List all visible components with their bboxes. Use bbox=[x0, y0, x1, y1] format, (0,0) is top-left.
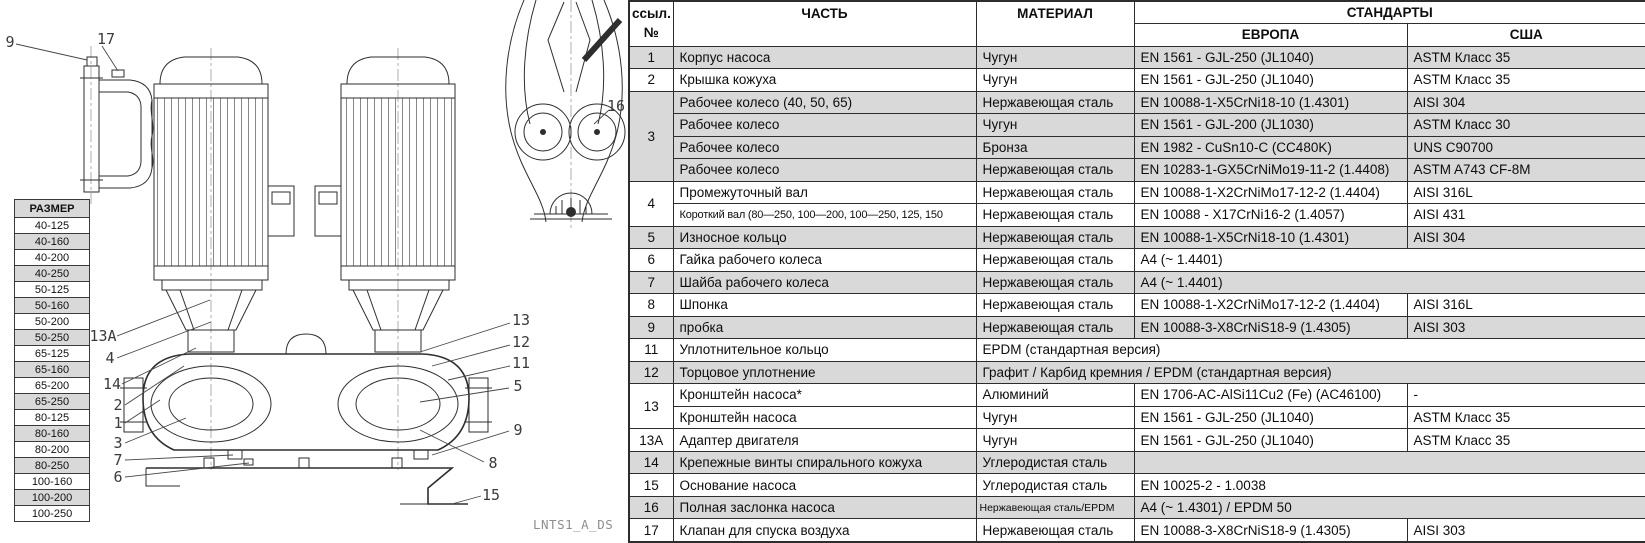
usa-standard-cell: AISI 316L bbox=[1407, 181, 1645, 204]
ref-cell: 6 bbox=[629, 249, 673, 272]
table-row bbox=[629, 271, 1645, 294]
table-row bbox=[629, 226, 1645, 249]
ref-cell: 15 bbox=[629, 474, 673, 497]
size-row bbox=[15, 458, 90, 474]
callout-11: 11 bbox=[511, 354, 531, 372]
size-value: 80-200 bbox=[15, 442, 90, 458]
europe-standard-cell: EN 10088-3-X8CrNiS18-9 (1.4305) bbox=[1134, 519, 1407, 542]
ref-cell: 11 bbox=[629, 339, 673, 362]
cutaway-view-drawing bbox=[506, 0, 625, 230]
header-europe: ЕВРОПА bbox=[1134, 23, 1407, 46]
material-cell: Чугун bbox=[976, 114, 1134, 137]
table-row bbox=[629, 451, 1645, 474]
part-cell: Основание насоса bbox=[673, 474, 976, 497]
size-row bbox=[15, 506, 90, 522]
callout-9b: 9 bbox=[513, 421, 523, 439]
part-cell: Износное кольцо bbox=[673, 226, 976, 249]
europe-standard-cell: A4 (~ 1.4401) bbox=[1134, 249, 1645, 272]
part-cell: Рабочее колесо bbox=[673, 159, 976, 182]
table-row bbox=[629, 136, 1645, 159]
callout-15: 15 bbox=[481, 486, 501, 504]
usa-standard-cell: ASTM Класс 35 bbox=[1407, 46, 1645, 69]
usa-standard-cell: ASTM Класс 35 bbox=[1407, 406, 1645, 429]
usa-standard-cell: - bbox=[1407, 384, 1645, 407]
material-cell: Нержавеющая сталь bbox=[976, 249, 1134, 272]
material-cell: EPDM (стандартная версия) bbox=[976, 339, 1645, 362]
callout-17: 17 bbox=[96, 30, 116, 48]
europe-standard-cell: A4 (~ 1.4401) bbox=[1134, 271, 1645, 294]
material-cell: Чугун bbox=[976, 406, 1134, 429]
size-value: 80-250 bbox=[15, 458, 90, 474]
size-row bbox=[15, 250, 90, 266]
part-cell: Клапан для спуска воздуха bbox=[673, 519, 976, 542]
callout-14: 14 bbox=[102, 375, 122, 393]
callout-3: 3 bbox=[113, 434, 123, 452]
part-cell: Промежуточный вал bbox=[673, 181, 976, 204]
part-cell: Шайба рабочего колеса bbox=[673, 271, 976, 294]
material-cell: Графит / Карбид кремния / EPDM (стандартная версия) bbox=[976, 361, 1645, 384]
size-row bbox=[15, 346, 90, 362]
material-cell: Нержавеющая сталь/EPDM bbox=[976, 496, 1134, 519]
material-cell: Чугун bbox=[976, 46, 1134, 69]
size-value: 40-200 bbox=[15, 250, 90, 266]
table-row bbox=[629, 181, 1645, 204]
size-value: 50-160 bbox=[15, 298, 90, 314]
main-section-drawing bbox=[120, 48, 492, 504]
table-row bbox=[629, 361, 1645, 384]
size-value: 65-160 bbox=[15, 362, 90, 378]
material-cell: Нержавеющая сталь bbox=[976, 519, 1134, 542]
size-row bbox=[15, 410, 90, 426]
part-cell: Адаптер двигателя bbox=[673, 429, 976, 452]
size-row bbox=[15, 426, 90, 442]
size-value: 80-160 bbox=[15, 426, 90, 442]
callout-8: 8 bbox=[488, 454, 498, 472]
callout-13: 13 bbox=[511, 311, 531, 329]
material-cell: Алюминий bbox=[976, 384, 1134, 407]
callout-5: 5 bbox=[513, 377, 523, 395]
size-value: 100-200 bbox=[15, 490, 90, 506]
material-cell: Нержавеющая сталь bbox=[976, 159, 1134, 182]
table-row bbox=[629, 406, 1645, 429]
parts-table bbox=[628, 0, 1645, 543]
part-cell: Крышка кожуха bbox=[673, 69, 976, 92]
europe-standard-cell: EN 10025-2 - 1.0038 bbox=[1134, 474, 1645, 497]
part-cell: Рабочее колесо bbox=[673, 114, 976, 137]
size-row bbox=[15, 474, 90, 490]
callout-2: 2 bbox=[113, 396, 123, 414]
europe-standard-cell: EN 10283-1-GX5CrNiMo19-11-2 (1.4408) bbox=[1134, 159, 1407, 182]
header-standards: СТАНДАРТЫ bbox=[1134, 1, 1645, 23]
ref-cell: 5 bbox=[629, 226, 673, 249]
header-ref bbox=[629, 1, 673, 46]
drawing-code: LNTS1_A_DS bbox=[533, 517, 614, 532]
usa-standard-cell: AISI 304 bbox=[1407, 91, 1645, 114]
europe-standard-cell: EN 1561 - GJL-250 (JL1040) bbox=[1134, 46, 1407, 69]
header-usa: США bbox=[1407, 23, 1645, 46]
size-row bbox=[15, 234, 90, 250]
size-value: 65-250 bbox=[15, 394, 90, 410]
ref-cell: 14 bbox=[629, 451, 673, 474]
size-value: 40-250 bbox=[15, 266, 90, 282]
callout-9: 9 bbox=[5, 33, 15, 51]
header-part: ЧАСТЬ bbox=[673, 1, 976, 46]
header-ref-line2: № bbox=[643, 25, 659, 40]
material-cell: Чугун bbox=[976, 69, 1134, 92]
part-cell: Гайка рабочего колеса bbox=[673, 249, 976, 272]
size-row bbox=[15, 362, 90, 378]
usa-standard-cell: UNS C90700 bbox=[1407, 136, 1645, 159]
size-table bbox=[14, 199, 90, 522]
material-cell: Нержавеющая сталь bbox=[976, 294, 1134, 317]
ref-cell: 12 bbox=[629, 361, 673, 384]
size-value: 100-250 bbox=[15, 506, 90, 522]
table-row bbox=[629, 519, 1645, 542]
ref-cell: 13A bbox=[629, 429, 673, 452]
part-cell: Рабочее колесо (40, 50, 65) bbox=[673, 91, 976, 114]
size-value: 40-160 bbox=[15, 234, 90, 250]
table-row bbox=[629, 159, 1645, 182]
table-row bbox=[629, 249, 1645, 272]
usa-standard-cell: AISI 303 bbox=[1407, 316, 1645, 339]
callout-16: 16 bbox=[606, 97, 626, 115]
europe-standard-cell: EN 1561 - GJL-250 (JL1040) bbox=[1134, 429, 1407, 452]
part-cell: пробка bbox=[673, 316, 976, 339]
table-row bbox=[629, 294, 1645, 317]
usa-standard-cell: ASTM Класс 35 bbox=[1407, 69, 1645, 92]
europe-standard-cell: EN 1982 - CuSn10-C (CC480K) bbox=[1134, 136, 1407, 159]
material-cell: Нержавеющая сталь bbox=[976, 91, 1134, 114]
callout-12: 12 bbox=[511, 333, 531, 351]
callout-4: 4 bbox=[105, 349, 115, 367]
material-cell: Нержавеющая сталь bbox=[976, 271, 1134, 294]
ref-cell: 9 bbox=[629, 316, 673, 339]
side-view-drawing bbox=[80, 46, 153, 204]
material-cell: Чугун bbox=[976, 429, 1134, 452]
size-row bbox=[15, 394, 90, 410]
part-cell: Торцовое уплотнение bbox=[673, 361, 976, 384]
part-cell: Корпус насоса bbox=[673, 46, 976, 69]
usa-standard-cell: AISI 316L bbox=[1407, 294, 1645, 317]
ref-cell: 1 bbox=[629, 46, 673, 69]
material-cell: Нержавеющая сталь bbox=[976, 181, 1134, 204]
material-cell: Нержавеющая сталь bbox=[976, 316, 1134, 339]
header-material: МАТЕРИАЛ bbox=[976, 1, 1134, 46]
usa-standard-cell: AISI 304 bbox=[1407, 226, 1645, 249]
callout-6: 6 bbox=[113, 468, 123, 486]
europe-standard-cell: EN 10088-3-X8CrNiS18-9 (1.4305) bbox=[1134, 316, 1407, 339]
europe-standard-cell: EN 10088 - X17CrNi16-2 (1.4057) bbox=[1134, 204, 1407, 227]
size-row bbox=[15, 330, 90, 346]
size-row bbox=[15, 442, 90, 458]
usa-standard-cell: ASTM Класс 30 bbox=[1407, 114, 1645, 137]
size-row bbox=[15, 378, 90, 394]
table-row bbox=[629, 46, 1645, 69]
size-row bbox=[15, 218, 90, 234]
table-row bbox=[629, 316, 1645, 339]
callout-7: 7 bbox=[113, 451, 123, 469]
part-cell: Шпонка bbox=[673, 294, 976, 317]
header-ref-line1: ссыл. bbox=[632, 6, 671, 21]
table-row bbox=[629, 429, 1645, 452]
size-row bbox=[15, 314, 90, 330]
part-cell: Полная заслонка насоса bbox=[673, 496, 976, 519]
material-cell: Углеродистая сталь bbox=[976, 474, 1134, 497]
size-value: 40-125 bbox=[15, 218, 90, 234]
europe-standard-cell: EN 1561 - GJL-250 (JL1040) bbox=[1134, 69, 1407, 92]
size-row bbox=[15, 490, 90, 506]
ref-cell: 8 bbox=[629, 294, 673, 317]
ref-cell: 3 bbox=[629, 91, 673, 181]
part-cell: Уплотнительное кольцо bbox=[673, 339, 976, 362]
part-cell: Крепежные винты спирального кожуха bbox=[673, 451, 976, 474]
ref-cell: 2 bbox=[629, 69, 673, 92]
ref-cell: 13 bbox=[629, 384, 673, 429]
usa-standard-cell: ASTM A743 CF-8M bbox=[1407, 159, 1645, 182]
table-row bbox=[629, 474, 1645, 497]
size-value: 100-160 bbox=[15, 474, 90, 490]
material-cell: Углеродистая сталь bbox=[976, 451, 1134, 474]
ref-cell: 16 bbox=[629, 496, 673, 519]
ref-cell: 4 bbox=[629, 181, 673, 226]
material-cell: Нержавеющая сталь bbox=[976, 226, 1134, 249]
usa-standard-cell: AISI 303 bbox=[1407, 519, 1645, 542]
material-cell: Нержавеющая сталь bbox=[976, 204, 1134, 227]
size-value: 65-125 bbox=[15, 346, 90, 362]
europe-standard-cell: EN 1706-AC-AlSi11Cu2 (Fe) (AC46100) bbox=[1134, 384, 1407, 407]
table-row bbox=[629, 114, 1645, 137]
callout-labels bbox=[5, 30, 625, 504]
size-value: 65-200 bbox=[15, 378, 90, 394]
europe-standard-cell bbox=[1134, 451, 1645, 474]
usa-standard-cell: AISI 431 bbox=[1407, 204, 1645, 227]
size-row bbox=[15, 298, 90, 314]
part-cell: Рабочее колесо bbox=[673, 136, 976, 159]
callout-13A: 13A bbox=[89, 327, 117, 345]
table-row bbox=[629, 384, 1645, 407]
size-row bbox=[15, 282, 90, 298]
usa-standard-cell: ASTM Класс 35 bbox=[1407, 429, 1645, 452]
europe-standard-cell: EN 10088-1-X5CrNi18-10 (1.4301) bbox=[1134, 91, 1407, 114]
size-value: 80-125 bbox=[15, 410, 90, 426]
size-row bbox=[15, 266, 90, 282]
europe-standard-cell: EN 1561 - GJL-200 (JL1030) bbox=[1134, 114, 1407, 137]
size-table-header: РАЗМЕР bbox=[15, 200, 90, 218]
size-value: 50-125 bbox=[15, 282, 90, 298]
europe-standard-cell: EN 10088-1-X2CrNiMo17-12-2 (1.4404) bbox=[1134, 181, 1407, 204]
table-row bbox=[629, 496, 1645, 519]
table-row bbox=[629, 204, 1645, 227]
table-row bbox=[629, 69, 1645, 92]
europe-standard-cell: EN 1561 - GJL-250 (JL1040) bbox=[1134, 406, 1407, 429]
callout-1: 1 bbox=[113, 414, 123, 432]
material-cell: Бронза bbox=[976, 136, 1134, 159]
part-cell: Короткий вал (80—250, 100—200, 100—250, 125, 150 bbox=[673, 204, 976, 227]
europe-standard-cell: EN 10088-1-X2CrNiMo17-12-2 (1.4404) bbox=[1134, 294, 1407, 317]
ref-cell: 7 bbox=[629, 271, 673, 294]
pump-technical-drawing bbox=[0, 0, 628, 543]
table-row bbox=[629, 91, 1645, 114]
europe-standard-cell: EN 10088-1-X5CrNi18-10 (1.4301) bbox=[1134, 226, 1407, 249]
size-value: 50-200 bbox=[15, 314, 90, 330]
table-row bbox=[629, 339, 1645, 362]
size-value: 50-250 bbox=[15, 330, 90, 346]
part-cell: Кронштейн насоса bbox=[673, 406, 976, 429]
europe-standard-cell: A4 (~ 1.4301) / EPDM 50 bbox=[1134, 496, 1645, 519]
ref-cell: 17 bbox=[629, 519, 673, 542]
part-cell: Кронштейн насоса* bbox=[673, 384, 976, 407]
